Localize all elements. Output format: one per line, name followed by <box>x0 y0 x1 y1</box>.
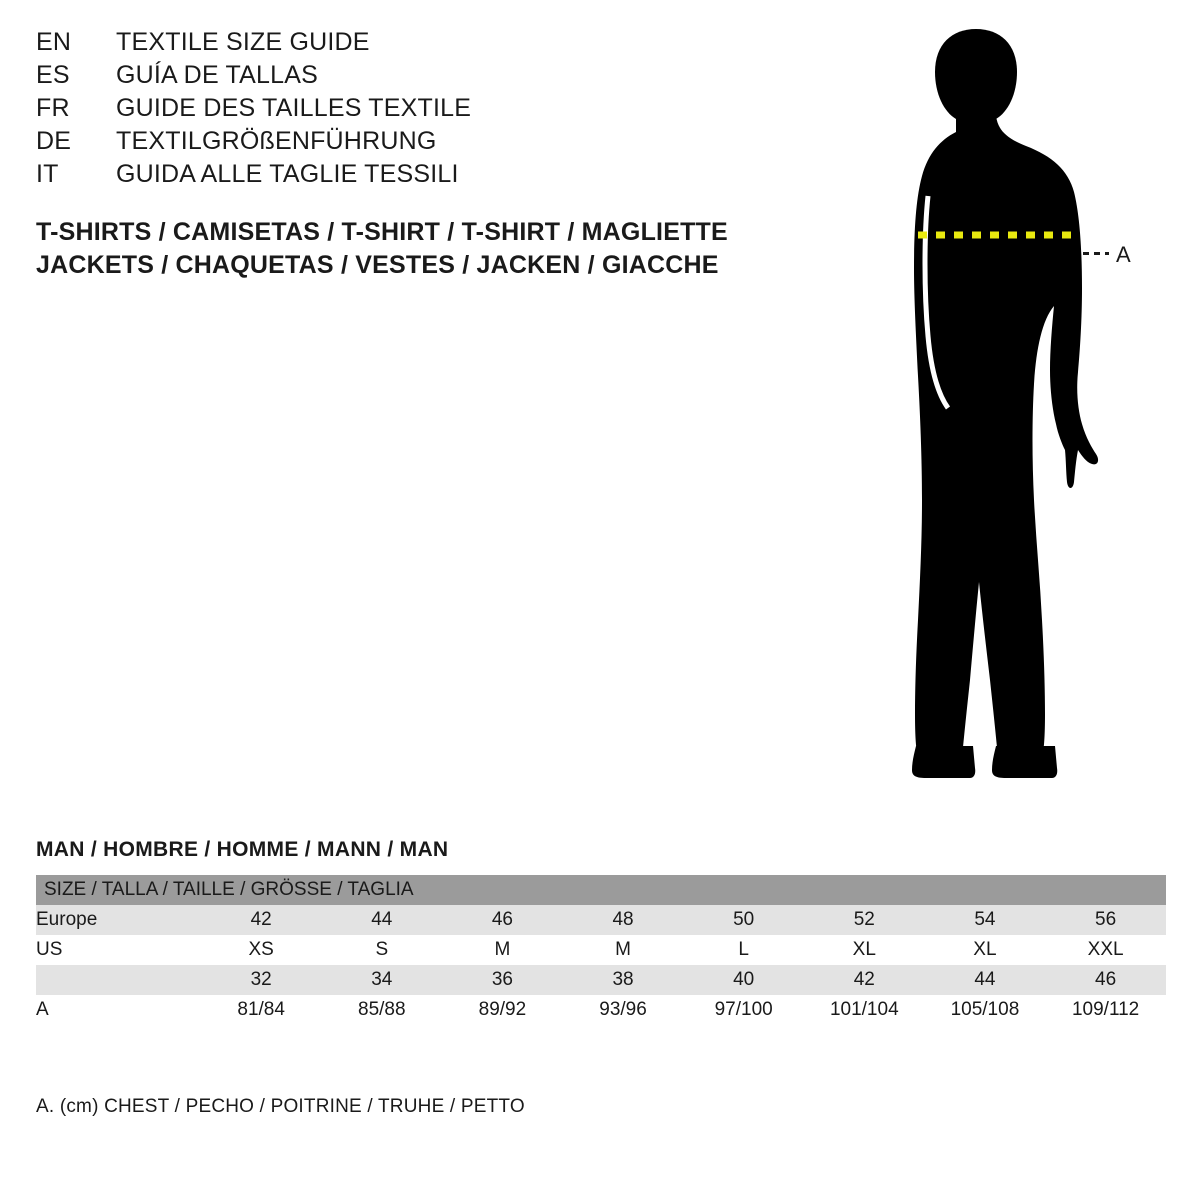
table-cell: L <box>683 935 804 965</box>
table-cell: 89/92 <box>442 995 563 1025</box>
table-cell: 97/100 <box>683 995 804 1025</box>
male-silhouette-icon <box>830 20 1180 780</box>
language-text: GUIDE DES TAILLES TEXTILE <box>116 94 472 122</box>
table-cell: 56 <box>1045 905 1166 935</box>
table-row <box>36 905 1166 935</box>
language-row <box>36 94 736 127</box>
table-cell: XS <box>201 935 322 965</box>
table-cell: 48 <box>563 905 684 935</box>
row-label: Europe <box>36 905 201 935</box>
measure-label-a: A <box>1116 242 1132 267</box>
table-cell: 40 <box>683 965 804 995</box>
table-cell: 46 <box>442 905 563 935</box>
language-code: DE <box>36 127 72 155</box>
language-row <box>36 61 736 94</box>
table-cell: 32 <box>201 965 322 995</box>
garment-categories <box>36 216 796 282</box>
language-text: GUÍA DE TALLAS <box>116 61 318 89</box>
table-cell: 81/84 <box>201 995 322 1025</box>
size-table <box>36 875 1166 1025</box>
table-cell: M <box>442 935 563 965</box>
table-cell: 36 <box>442 965 563 995</box>
row-label <box>36 965 201 995</box>
table-cell: 93/96 <box>563 995 684 1025</box>
table-cell: XL <box>804 935 925 965</box>
table-cell: 54 <box>925 905 1046 935</box>
language-code: ES <box>36 61 70 89</box>
table-cell: 85/88 <box>321 995 442 1025</box>
table-cell: 101/104 <box>804 995 925 1025</box>
table-cell: 46 <box>1045 965 1166 995</box>
table-cell: XXL <box>1045 935 1166 965</box>
language-code: EN <box>36 28 72 56</box>
language-row <box>36 127 736 160</box>
language-text: GUIDA ALLE TAGLIE TESSILI <box>116 160 459 188</box>
table-header-label: SIZE / TALLA / TAILLE / GRÖSSE / TAGLIA <box>36 875 1166 905</box>
language-row <box>36 28 736 61</box>
table-cell: XL <box>925 935 1046 965</box>
language-code: FR <box>36 94 70 122</box>
garment-line-tshirts: T-SHIRTS / CAMISETAS / T-SHIRT / T-SHIRT / MAGLIETTE <box>36 218 728 246</box>
row-label: A <box>36 995 201 1025</box>
table-cell: 109/112 <box>1045 995 1166 1025</box>
table-cell: S <box>321 935 442 965</box>
table-cell: 105/108 <box>925 995 1046 1025</box>
table-cell: 42 <box>804 965 925 995</box>
row-label: US <box>36 935 201 965</box>
table-cell: 34 <box>321 965 442 995</box>
language-text: TEXTILGRÖßENFÜHRUNG <box>116 127 437 155</box>
language-row <box>36 160 736 193</box>
table-footnote: A. (cm) CHEST / PECHO / POITRINE / TRUHE / PETTO <box>36 1096 525 1117</box>
table-cell: 42 <box>201 905 322 935</box>
body-figure <box>830 20 1180 780</box>
table-cell: M <box>563 935 684 965</box>
table-row <box>36 995 1166 1025</box>
table-cell: 52 <box>804 905 925 935</box>
language-text: TEXTILE SIZE GUIDE <box>116 28 370 56</box>
language-list <box>36 28 736 193</box>
table-cell: 38 <box>563 965 684 995</box>
table-header-row <box>36 875 1166 905</box>
table-cell: 44 <box>925 965 1046 995</box>
table-cell: 50 <box>683 905 804 935</box>
table-row <box>36 935 1166 965</box>
language-code: IT <box>36 160 59 188</box>
garment-line-jackets: JACKETS / CHAQUETAS / VESTES / JACKEN / GIACCHE <box>36 251 719 279</box>
size-table-section <box>36 838 1166 1025</box>
measure-leader-line <box>1083 252 1109 255</box>
table-section-title: MAN / HOMBRE / HOMME / MANN / MAN <box>36 838 449 861</box>
table-cell: 44 <box>321 905 442 935</box>
table-row <box>36 965 1166 995</box>
